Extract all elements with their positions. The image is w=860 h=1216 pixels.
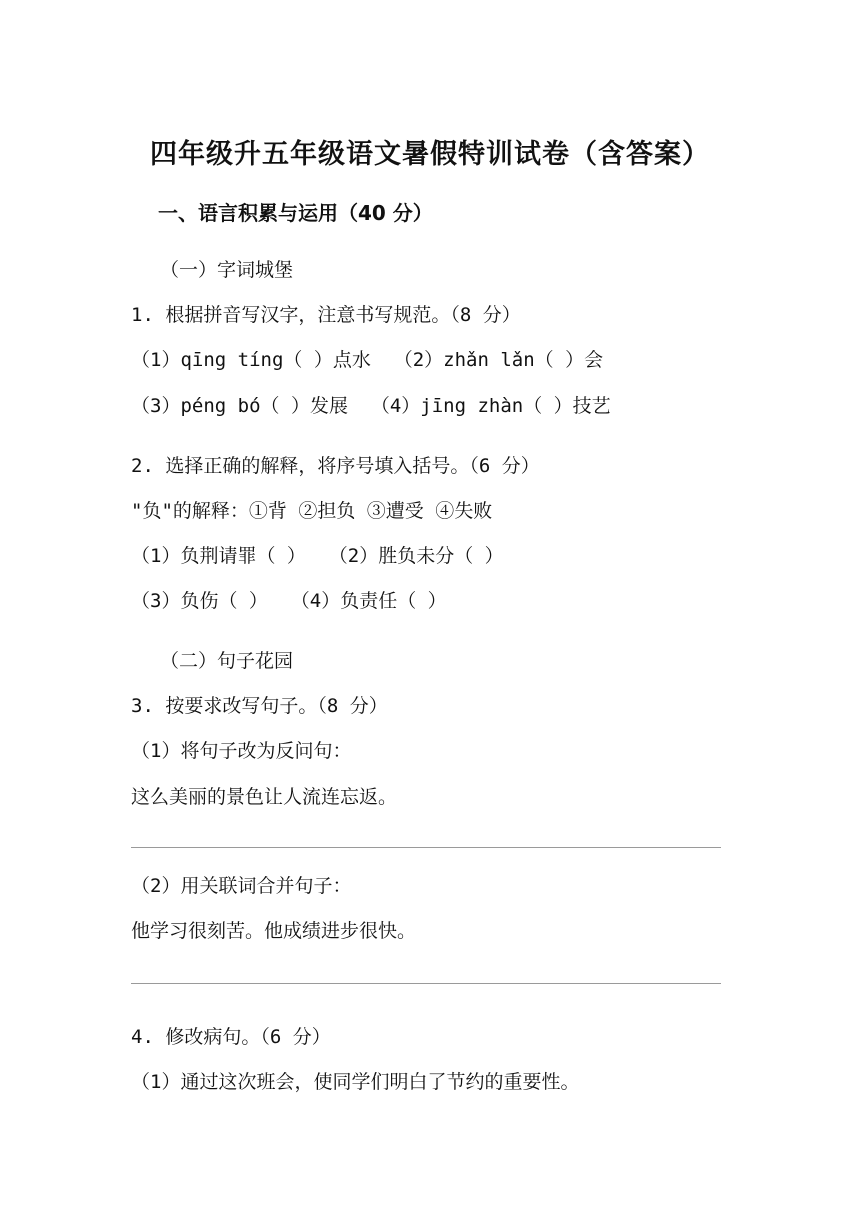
q3-sentence2: 他学习很刻苦。他成绩进步很快。 [131,920,417,942]
q1-row1: （1）qīng tíng（ ）点水 （2）zhǎn lǎn（ ）会 [131,349,604,371]
q4-stem: 4. 修改病句。（6 分） [131,1026,331,1048]
page-title: 四年级升五年级语文暑假特训试卷（含答案） [150,139,710,170]
q2-row2: （3）负伤（ ） （4）负责任（ ） [131,590,447,612]
q2-explain: "负"的解释：①背 ②担负 ③遭受 ④失败 [131,500,493,522]
answer-line-1 [131,847,721,848]
q2-stem: 2. 选择正确的解释，将序号填入括号。（6 分） [131,455,540,477]
q3-sentence1: 这么美丽的景色让人流连忘返。 [131,786,398,808]
section-heading: 一、语言积累与运用（40 分） [158,201,433,225]
q3-stem: 3. 按要求改写句子。（8 分） [131,695,388,717]
part1-heading: （一）字词城堡 [160,259,294,281]
answer-line-2 [131,983,721,984]
q1-row2: （3）péng bó（ ）发展 （4）jīng zhàn（ ）技艺 [131,395,611,417]
q2-row1: （1）负荆请罪（ ） （2）胜负未分（ ） [131,545,504,567]
q3-sub1: （1）将句子改为反问句： [131,740,352,762]
q3-sub2: （2）用关联词合并句子： [131,875,352,897]
q1-stem: 1. 根据拼音写汉字，注意书写规范。（8 分） [131,304,521,326]
part2-heading: （二）句子花园 [160,650,294,672]
q4-sub1: （1）通过这次班会，使同学们明白了节约的重要性。 [131,1071,580,1093]
